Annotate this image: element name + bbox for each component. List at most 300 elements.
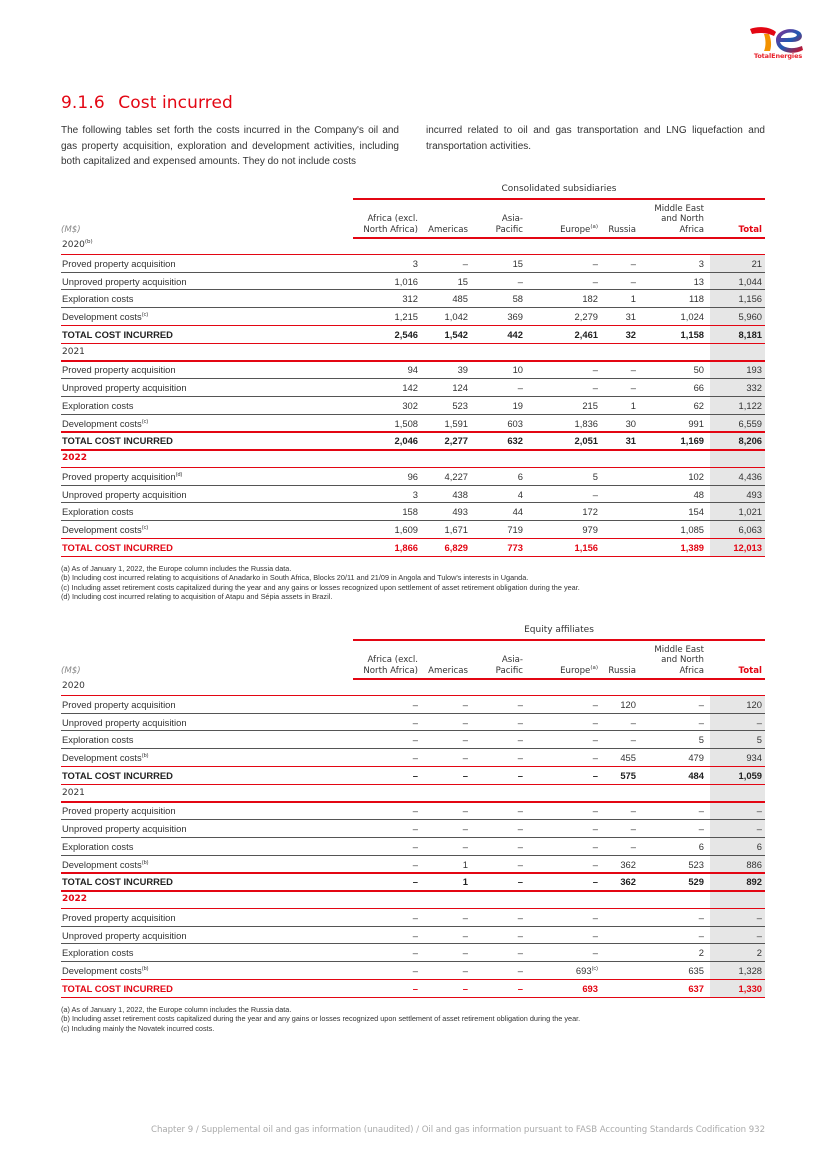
cell-value	[395, 524, 418, 535]
total-row	[61, 980, 765, 998]
cell-value	[757, 841, 762, 852]
footnote: (a) As of January 1, 2022, the Europe column includes the Russia data.	[61, 1005, 292, 1014]
column-header-row	[61, 643, 765, 676]
cell-text: 635	[688, 965, 704, 976]
cell-value	[593, 930, 598, 941]
cell-value	[739, 524, 762, 535]
row-label	[62, 418, 148, 429]
table-row	[61, 521, 765, 539]
cell-text: 1,122	[738, 399, 762, 411]
total-label: TOTAL COST INCURRED	[62, 769, 173, 781]
row-label	[62, 752, 148, 763]
cell-value	[688, 859, 704, 870]
column-header-row	[61, 202, 765, 235]
col-asia-pacific-header-text: Asia-	[501, 214, 523, 224]
cell-value	[413, 717, 418, 728]
row-label	[62, 859, 148, 870]
cell-value	[413, 947, 418, 958]
cell-text: 6,063	[738, 524, 762, 535]
row-label	[62, 506, 133, 517]
cell-value	[463, 258, 468, 269]
cell-value	[582, 293, 598, 304]
total-label: TOTAL COST INCURRED	[62, 328, 173, 340]
col-americas-header	[428, 225, 468, 236]
total-value: –	[517, 876, 523, 888]
cell-text: 5	[698, 734, 704, 746]
equity-notes	[61, 1005, 580, 1033]
cell-text: 120	[746, 698, 762, 710]
year-row	[61, 344, 765, 362]
cell-text: 479	[688, 752, 704, 763]
cell-text: 991	[688, 417, 704, 429]
cell-value	[746, 364, 762, 375]
section-title	[61, 93, 233, 113]
cell-value	[452, 506, 468, 517]
cell-value	[699, 930, 704, 941]
cell-value	[513, 506, 523, 517]
cell-value	[746, 752, 762, 763]
cell-text: –	[592, 752, 598, 763]
cell-value	[757, 717, 762, 728]
cell-text: –	[462, 716, 468, 728]
cell-text: –	[630, 382, 636, 393]
total-value: 2,051	[574, 435, 598, 447]
cell-text: 1,328	[738, 965, 762, 976]
cell-text: –	[698, 911, 704, 923]
table-row	[61, 379, 765, 397]
total-row	[61, 539, 765, 557]
cell-text: –	[412, 929, 418, 941]
col-russia-header-text: Russia	[608, 224, 636, 235]
cell-text: –	[412, 698, 418, 710]
total-value: 632	[507, 435, 523, 447]
cell-text: 48	[693, 488, 704, 500]
cell-text: –	[698, 698, 704, 710]
row-label-text: Development costs	[62, 965, 142, 976]
cell-text: –	[592, 734, 598, 746]
cell-value	[593, 752, 598, 763]
col-europe-header-text: Europe	[560, 224, 591, 235]
cell-value	[694, 364, 704, 375]
intro-paragraph-right: incurred related to oil and gas transportation and LNG liquefaction and transportation activities.	[426, 125, 765, 152]
cell-text: –	[756, 823, 762, 834]
cell-value	[631, 841, 636, 852]
cell-text: –	[517, 929, 523, 941]
row-label-text: Proved property acquisition	[62, 470, 176, 482]
cell-text: –	[412, 752, 418, 763]
col-asia-pacific-header-text: Pacific	[495, 224, 523, 235]
cell-value	[699, 258, 704, 269]
row-label	[62, 524, 148, 535]
cell-text: –	[517, 734, 523, 746]
cell-value	[402, 293, 418, 304]
cell-value	[631, 717, 636, 728]
cell-value	[463, 859, 468, 870]
row-label	[62, 311, 148, 322]
cell-text: 1	[630, 399, 636, 411]
cell-value	[395, 418, 418, 429]
cell-text: 30	[625, 417, 636, 429]
cell-value	[694, 276, 704, 287]
row-label-text: Unproved property acquisition	[62, 382, 187, 393]
row-label-text: Exploration costs	[62, 840, 134, 852]
cell-text: –	[756, 805, 762, 817]
cell-value	[513, 364, 523, 375]
year-label	[62, 788, 85, 798]
cell-value	[757, 734, 762, 745]
cell-value	[463, 930, 468, 941]
table-row	[61, 468, 765, 486]
cell-value	[463, 947, 468, 958]
consolidated-notes	[61, 564, 580, 601]
total-value: 1,542	[444, 328, 468, 340]
row-label-text: Proved property acquisition	[62, 364, 176, 376]
cell-value	[402, 506, 418, 517]
cell-text: 1,156	[738, 293, 762, 305]
total-value: 1,330	[738, 982, 762, 994]
cell-text: –	[592, 911, 598, 923]
cell-text: –	[412, 805, 418, 817]
cell-value	[413, 823, 418, 834]
footnote: (c) Including mainly the Novatek incurred costs.	[61, 1023, 215, 1033]
table-row	[61, 731, 765, 749]
cell-value	[681, 524, 704, 535]
total-row	[61, 767, 765, 785]
cell-text: 719	[507, 524, 523, 535]
total-row	[61, 432, 765, 450]
col-mena-header	[654, 204, 704, 236]
cell-text: –	[517, 858, 523, 870]
cell-text: 142	[402, 382, 418, 393]
cell-text: –	[630, 716, 636, 728]
cell-value	[413, 258, 418, 269]
cell-text: –	[517, 275, 523, 287]
col-mena-header-text: Africa	[679, 665, 704, 676]
footnote-ref: (b)	[84, 239, 93, 245]
row-label	[62, 276, 187, 287]
cell-value	[395, 276, 418, 287]
cell-value	[413, 489, 418, 500]
cell-value	[576, 965, 598, 976]
cell-text: 1,671	[444, 524, 468, 535]
cell-text: 96	[407, 470, 418, 482]
cell-value	[699, 947, 704, 958]
group-underline	[353, 198, 765, 200]
cell-text: –	[698, 716, 704, 728]
cell-value	[631, 364, 636, 375]
year-row	[61, 785, 765, 803]
cell-text: –	[412, 840, 418, 852]
cell-value	[518, 859, 523, 870]
row-label	[62, 382, 187, 393]
cell-text: 6	[517, 470, 523, 482]
row-label	[62, 717, 187, 728]
cell-text: –	[517, 823, 523, 834]
cell-value	[746, 489, 762, 500]
year-label	[62, 894, 87, 904]
table-row	[61, 290, 765, 308]
unit-label: (M$)	[61, 225, 81, 235]
footnote-ref: (a)	[590, 664, 598, 671]
cell-value	[752, 258, 762, 269]
cell-value	[445, 418, 468, 429]
total-value: 2,046	[394, 435, 418, 447]
cell-value	[402, 382, 418, 393]
cell-text: 10	[512, 364, 523, 376]
cell-text: 438	[452, 488, 468, 500]
table-row	[61, 820, 765, 838]
cell-text: –	[698, 823, 704, 834]
total-value: 6,829	[444, 541, 468, 553]
total-value: 529	[688, 876, 704, 888]
total-value: 442	[507, 328, 523, 340]
cell-value	[739, 506, 762, 517]
table-row	[61, 273, 765, 291]
cell-text: –	[630, 805, 636, 817]
cell-value	[757, 912, 762, 923]
cell-value	[413, 841, 418, 852]
col-europe-header	[560, 225, 598, 236]
cell-text: 1	[630, 293, 636, 305]
cell-value	[518, 965, 523, 976]
cell-text: 2	[756, 947, 762, 959]
table-row	[61, 397, 765, 415]
year-text: 2022	[62, 894, 88, 904]
cell-text: 44	[512, 506, 523, 518]
cell-value	[620, 699, 636, 710]
total-row	[61, 873, 765, 891]
row-label-text: Development costs	[62, 311, 142, 322]
footnote-ref: (c)	[141, 311, 149, 318]
row-label-text: Exploration costs	[62, 734, 134, 746]
cell-value	[593, 364, 598, 375]
cell-value	[739, 276, 762, 287]
col-asia-pacific-header-text: Asia-	[501, 655, 523, 665]
total-value: –	[412, 982, 418, 994]
cell-value	[699, 805, 704, 816]
cell-text: 1,042	[444, 311, 468, 322]
footnote-ref: (d)	[175, 471, 183, 478]
total-value: 1	[462, 876, 468, 888]
cell-text: –	[592, 488, 598, 500]
col-russia-header	[608, 666, 636, 677]
cell-text: –	[592, 275, 598, 287]
total-value: –	[592, 769, 598, 781]
cell-text: 1,024	[680, 311, 704, 322]
year-text: 2021	[62, 346, 85, 357]
cell-value	[593, 805, 598, 816]
cell-value	[593, 382, 598, 393]
footnote: (b) Including cost incurred relating to acquisitions of Anadarko in South Africa, Blocks 20/11 and 21/09 in Angola and Tulow's interests in Uganda.	[61, 573, 529, 583]
total-value: 1,156	[574, 541, 598, 553]
cell-text: 455	[620, 752, 636, 763]
cell-text: –	[462, 752, 468, 763]
cell-value	[694, 489, 704, 500]
row-label	[62, 805, 176, 816]
cell-value	[445, 311, 468, 322]
footnote: (c) Including asset retirement costs capitalized during the year and any gains or losses recognized upon settlement of asset retirement obligation during the year.	[61, 582, 580, 592]
cell-text: 693	[575, 965, 592, 976]
row-label-text: Unproved property acquisition	[62, 488, 187, 500]
year-row	[61, 678, 765, 696]
cell-text: 21	[751, 257, 762, 269]
cell-text: –	[592, 698, 598, 710]
cell-value	[699, 823, 704, 834]
cell-text: –	[517, 716, 523, 728]
cell-value	[463, 699, 468, 710]
footnote-ref: (c)	[141, 418, 149, 425]
row-label	[62, 841, 133, 852]
row-label-text: Proved property acquisition	[62, 257, 176, 269]
year-row	[61, 891, 765, 909]
row-label	[62, 930, 187, 941]
cell-value	[452, 293, 468, 304]
table-row	[61, 308, 765, 326]
cell-value	[408, 364, 418, 375]
total-value: –	[412, 769, 418, 781]
table-row	[61, 962, 765, 980]
row-label-text: Exploration costs	[62, 293, 134, 305]
year-label	[62, 347, 85, 357]
col-total-header-text: Total	[738, 665, 762, 676]
cell-value	[518, 471, 523, 482]
col-africa-header-text: Africa (excl.	[367, 655, 418, 665]
cell-text: –	[592, 382, 598, 393]
cell-value	[463, 805, 468, 816]
cell-text: 1,836	[574, 417, 598, 429]
page-footer: Chapter 9 / Supplemental oil and gas information (unaudited) / Oil and gas information pursuant to FASB Accounting Standards Codification 932	[151, 1125, 765, 1135]
cell-text: –	[630, 364, 636, 376]
cell-text: –	[592, 929, 598, 941]
col-africa-header-text: Africa (excl.	[367, 214, 418, 224]
total-value: –	[462, 769, 468, 781]
total-value: –	[517, 982, 523, 994]
cell-value	[413, 912, 418, 923]
table-row	[61, 503, 765, 521]
cell-value	[458, 364, 468, 375]
cell-text: –	[462, 929, 468, 941]
cell-value	[518, 805, 523, 816]
cell-value	[746, 859, 762, 870]
cell-value	[413, 965, 418, 976]
cell-text: –	[462, 911, 468, 923]
cell-text: –	[592, 716, 598, 728]
cell-value	[699, 841, 704, 852]
cell-text: 1,085	[680, 524, 704, 535]
cell-text: 15	[457, 275, 468, 287]
cell-value	[631, 382, 636, 393]
cell-value	[452, 489, 468, 500]
cell-text: 603	[507, 417, 523, 429]
cell-value	[413, 859, 418, 870]
cell-text: –	[517, 965, 523, 976]
col-americas-header	[428, 666, 468, 677]
cell-text: 4,227	[444, 470, 468, 482]
total-value: 1,389	[680, 541, 704, 553]
cell-value	[518, 823, 523, 834]
cell-text: 5,960	[738, 311, 762, 322]
cell-value	[631, 734, 636, 745]
cell-text: 120	[620, 698, 636, 710]
cell-value	[452, 400, 468, 411]
cell-value	[593, 276, 598, 287]
footnote: (b) Including asset retirement costs capitalized during the year and any gains or losses recognized upon settlement of asset retirement obligation during the year.	[61, 1014, 581, 1024]
cell-text: 4	[517, 488, 523, 500]
cell-value	[507, 418, 523, 429]
cell-text: –	[462, 947, 468, 959]
cell-text: 1,215	[394, 311, 418, 322]
cell-text: –	[756, 929, 762, 941]
cell-value	[631, 400, 636, 411]
table-row	[61, 927, 765, 945]
cell-text: –	[592, 823, 598, 834]
footnote-ref: (b)	[141, 859, 149, 866]
cell-value	[739, 400, 762, 411]
row-label-text: Exploration costs	[62, 947, 134, 959]
year-text: 2022	[62, 453, 88, 463]
cell-text: 58	[512, 293, 523, 305]
cell-text: –	[412, 823, 418, 834]
cell-text: –	[517, 752, 523, 763]
total-label: TOTAL COST INCURRED	[62, 876, 173, 888]
cell-text: 3	[412, 257, 418, 269]
cell-text: 1,044	[738, 275, 762, 287]
cell-value	[395, 311, 418, 322]
footnote-ref: (c)	[591, 965, 598, 972]
col-mena-header-text: Middle East	[654, 203, 704, 214]
cell-text: 50	[693, 364, 704, 376]
brand-name: TotalEnergies	[753, 52, 803, 60]
cell-text: 172	[582, 506, 598, 518]
cell-value	[518, 734, 523, 745]
col-asia-pacific-header	[496, 655, 523, 676]
year-label	[62, 681, 85, 691]
cell-text: 31	[625, 311, 636, 322]
col-russia-header	[608, 225, 636, 236]
cell-value	[593, 841, 598, 852]
cell-value	[513, 293, 523, 304]
footnote: (a) As of January 1, 2022, the Europe column includes the Russia data.	[61, 564, 292, 573]
row-label	[62, 734, 133, 745]
cell-text: 15	[512, 257, 523, 269]
cell-text: 1	[462, 858, 468, 870]
cell-text: –	[756, 716, 762, 728]
cell-text: 362	[620, 858, 636, 870]
cell-value	[507, 524, 523, 535]
cell-text: –	[592, 805, 598, 817]
cell-value	[626, 311, 636, 322]
col-asia-pacific-header	[496, 214, 523, 235]
footnote-ref: (b)	[141, 752, 149, 759]
total-row	[61, 326, 765, 344]
total-label: TOTAL COST INCURRED	[62, 982, 173, 994]
cell-value	[631, 805, 636, 816]
col-total-header	[739, 666, 762, 677]
cell-text: –	[517, 911, 523, 923]
cell-value	[518, 489, 523, 500]
table-row	[61, 361, 765, 379]
cell-text: 1,609	[394, 524, 418, 535]
total-value: 2,546	[394, 328, 418, 340]
cell-value	[593, 947, 598, 958]
cell-value	[688, 471, 704, 482]
cell-value	[463, 734, 468, 745]
cell-value	[518, 947, 523, 958]
cell-value	[463, 752, 468, 763]
row-label-text: Development costs	[62, 417, 142, 429]
cell-value	[739, 965, 762, 976]
cell-value	[408, 471, 418, 482]
